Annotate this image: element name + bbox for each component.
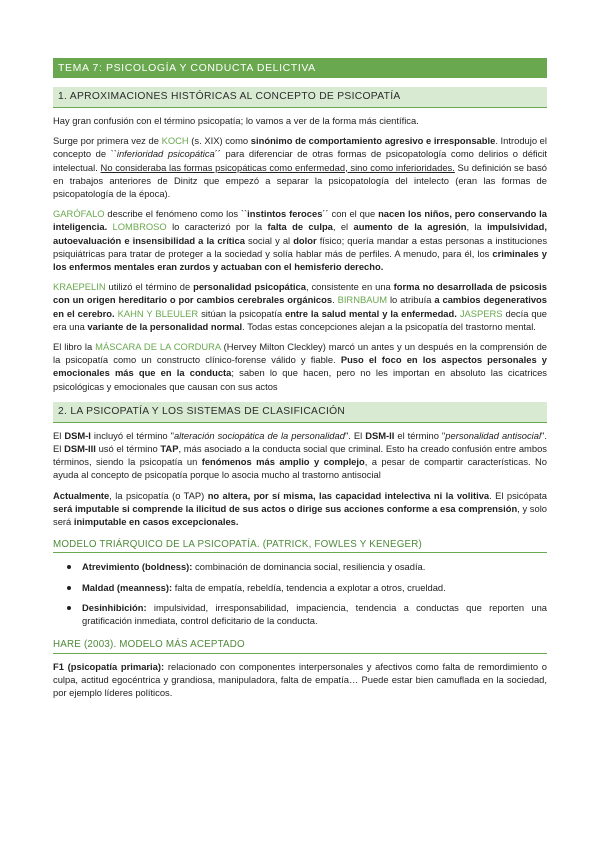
section-heading-2: 2. LA PSICOPATÍA Y LOS SISTEMAS DE CLASIFICACIÓN xyxy=(53,402,547,423)
section-heading-1: 1. APROXIMACIONES HISTÓRICAS AL CONCEPTO DE PSICOPATÍA xyxy=(53,87,547,108)
book-title: MÁSCARA DE LA CORDURA xyxy=(95,341,221,353)
paragraph-intro: Hay gran confusión con el término psicopatía; lo vamos a ver de la forma más científica. xyxy=(53,115,419,126)
subheading-triarchic-model: MODELO TRIÁRQUICO DE LA PSICOPATÍA. (PATRICK, FOWLES Y KENEGER) xyxy=(53,534,547,553)
paragraph-cleckley: El libro la MÁSCARA DE LA CORDURA (Hervey Milton Cleckley) marcó un antes y un después en la comprensión de la psicopatía como un constructo clínico-forense válido y fiable. Puso el foco en los aspectos personales y emocionales más que en la conducta; saben lo que hacen, pero no les importan en absoluto las cicatrices psicológicas y emocionales que causan con sus actos xyxy=(53,341,547,392)
list-item: Atrevimiento (boldness): combinación de dominancia social, resiliencia y osadía. xyxy=(67,560,547,573)
subheading-hare-model: HARE (2003). MODELO MÁS ACEPTADO xyxy=(53,634,547,653)
author-garofalo: GARÓFALO xyxy=(53,208,105,220)
author-birnbaum: BIRNBAUM xyxy=(337,294,388,306)
paragraph-koch: Surge por primera vez de KOCH (s. XIX) como sinónimo de comportamiento agresivo e irresponsable. Introdujo el concepto de ``inferioridad psicopática´´ para diferenciar de otras formas de psicopatología como delirios o déficit intelectual. No consideraba las formas psicopáticas como enfermedad, sino como inferioridades. Su definición se basó en trabajos anteriores de Dinitz que empezó a separar la psicopatología del intelecto (eran las formas de psicopatología de la época). xyxy=(53,135,547,200)
document-content xyxy=(53,58,547,699)
paragraph-kraepelin: KRAEPELIN utilizó el término de personalidad psicopática, consistente en una forma no desarrollada de psicosis con un origen hereditario o por cambios cerebrales orgánicos. BIRNBAUM lo atribuía a cambios degenerativos en el cerebro. KAHN Y BLEULER sitúan la psicopatía entre la salud mental y la enfermedad. JASPERS decía que era una variante de la personalidad normal. Todas estas concepciones alejan a la psicopatía del trastorno mental. xyxy=(53,281,548,332)
bullet-icon xyxy=(67,565,71,569)
paragraph-dsm: El DSM-I incluyó el término "alteración sociopática de la personalidad". El DSM-II el término "personalidad antisocial". El DSM-III usó el término TAP, más asociado a la conducta social que criminal. Esto ha creado confusión entre ambos términos, siendo la psicopatía un fenómenos más amplio y complejo, a pesar de compartir características. No ayuda al concepto de psicopatía porque lo asocia mucho al trastorno antisocial xyxy=(53,429,548,481)
triarchic-list xyxy=(53,560,547,627)
chapter-banner: TEMA 7: PSICOLOGÍA Y CONDUCTA DELICTIVA xyxy=(53,58,547,78)
author-koch: KOCH xyxy=(161,135,189,147)
author-jaspers: JASPERS xyxy=(459,307,503,319)
bullet-icon xyxy=(67,606,71,610)
paragraph-imputabilidad: Actualmente, la psicopatía (o TAP) no altera, por sí misma, las capacidad intelectiva ni la volitiva. El psicópata será imputable si comprende la ilicitud de sus actos o dirige sus acciones conforme a esa comprensión, y solo será inimputable en casos excepcionales. xyxy=(53,489,547,528)
list-item: Desinhibición: impulsividad, irresponsabilidad, impaciencia, tendencia a conductas que reporten una gratificación inmediata, control deficitario de la conducta. xyxy=(67,601,547,627)
bullet-icon xyxy=(67,586,71,590)
author-kraepelin: KRAEPELIN xyxy=(53,281,106,293)
paragraph-f1: F1 (psicopatía primaria): relacionado con componentes interpersonales y afectivos como falta de remordimiento o culpa, actitud egocéntrica y grandiosa, manipuladora, falta de empatía… Puede estar bien camuflada en la sociedad, por ejemplo líderes políticos. xyxy=(53,660,547,698)
author-kahn-bleuler: KAHN Y BLEULER xyxy=(117,307,199,319)
list-item: Maldad (meanness): falta de empatía, rebeldía, tendencia a explotar a otros, crueldad. xyxy=(67,581,547,594)
paragraph-garofalo-lombroso: GARÓFALO describe el fenómeno como los ``instintos feroces´´ con el que nacen los niños, pero conservando la inteligencia. LOMBROSO lo caracterizó por la falta de culpa, el aumento de la agresión, la impulsividad, autoevaluación e insensibilidad a la crítica social y al dolor físico; quería mandar a estas personas a instituciones psiquiátricas para tratar de proteger a la sociedad y solía hablar más de perfiles. A menudo, para él, los criminales y los enfermos mentales eran zurdos y actuaban con el hemisferio derecho. xyxy=(53,208,548,273)
author-lombroso: LOMBROSO xyxy=(112,221,167,233)
